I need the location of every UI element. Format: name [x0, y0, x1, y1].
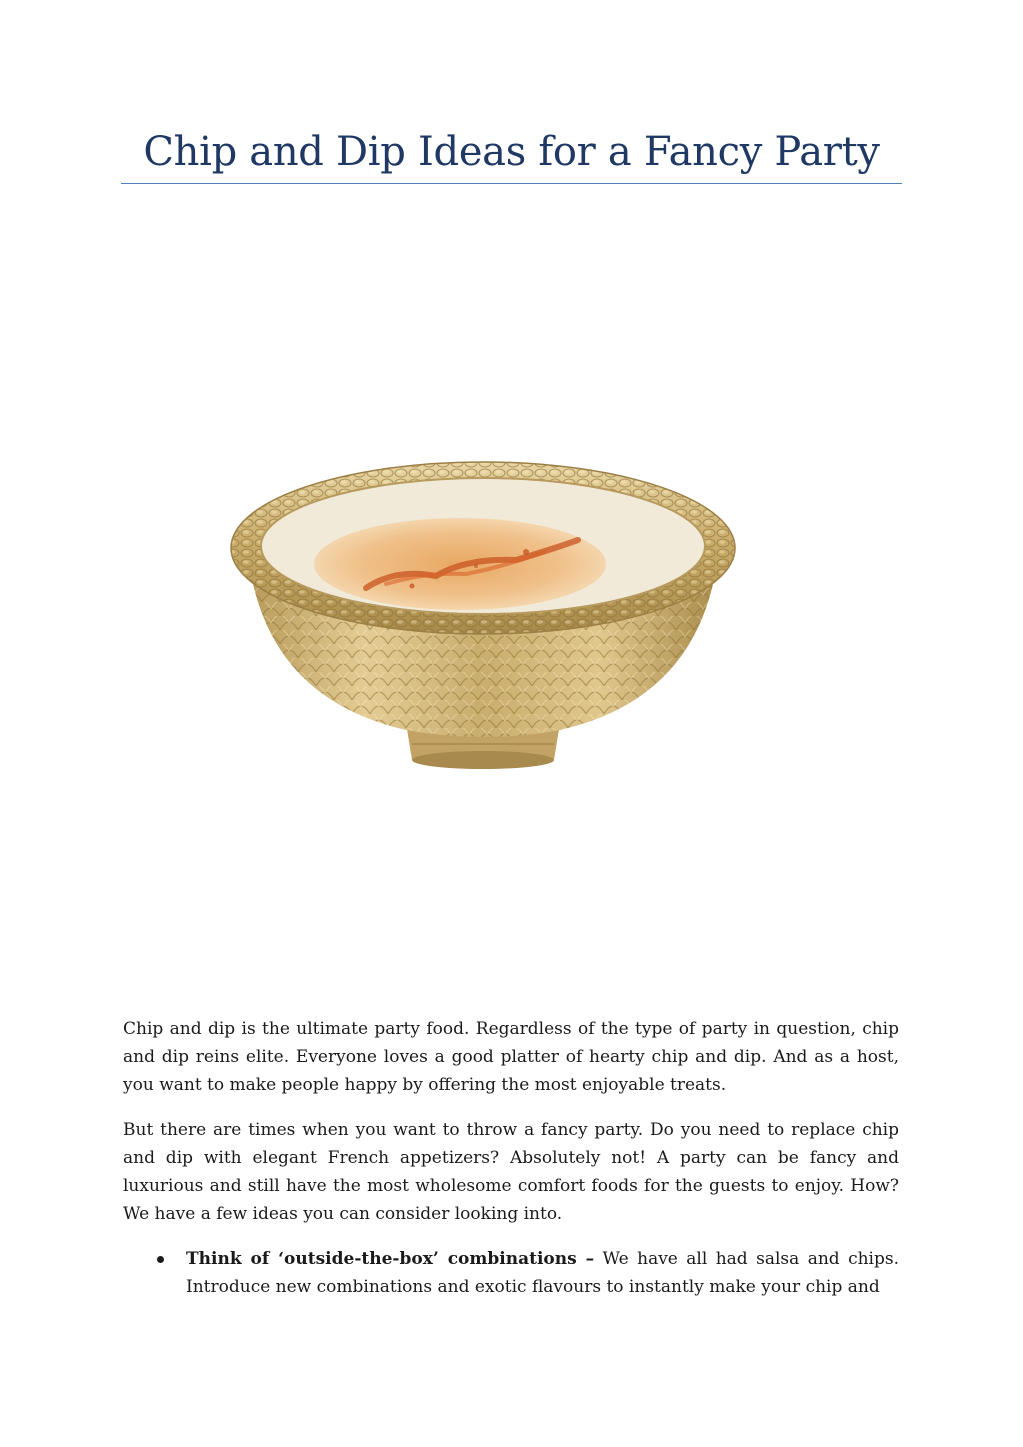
intro-paragraph: Chip and dip is the ultimate party food. Regardless of the type of party in question, chip and dip reins elite. Everyone loves a good platter of hearty chip and dip. And as a host, you want to make people happy by offering the most enjoyable treats.: [123, 1019, 899, 1095]
page-title: Chip and Dip Ideas for a Fancy Party: [143, 129, 880, 175]
list-item: [123, 1245, 899, 1301]
second-paragraph: But there are times when you want to throw a fancy party. Do you need to replace chip and dip with elegant French appetizers? Absolutely not! A party can be fancy and luxurious and still have the most wholesome comfort foods for the guests to enjoy. How? We have a few ideas you can consider looking into.: [123, 1120, 899, 1224]
bullet-body-text: We have all had salsa and chips. Introduce new combinations and exotic flavours to instantly make your chip and: [186, 1249, 900, 1297]
bullet-lead-text: Think of ‘outside-the-box’ combinations –: [186, 1249, 595, 1269]
bullet-icon: [157, 1256, 164, 1263]
title-underline: [121, 183, 902, 184]
gold-bowl-with-dip-image: [226, 448, 740, 778]
ideas-list: [123, 1245, 899, 1301]
